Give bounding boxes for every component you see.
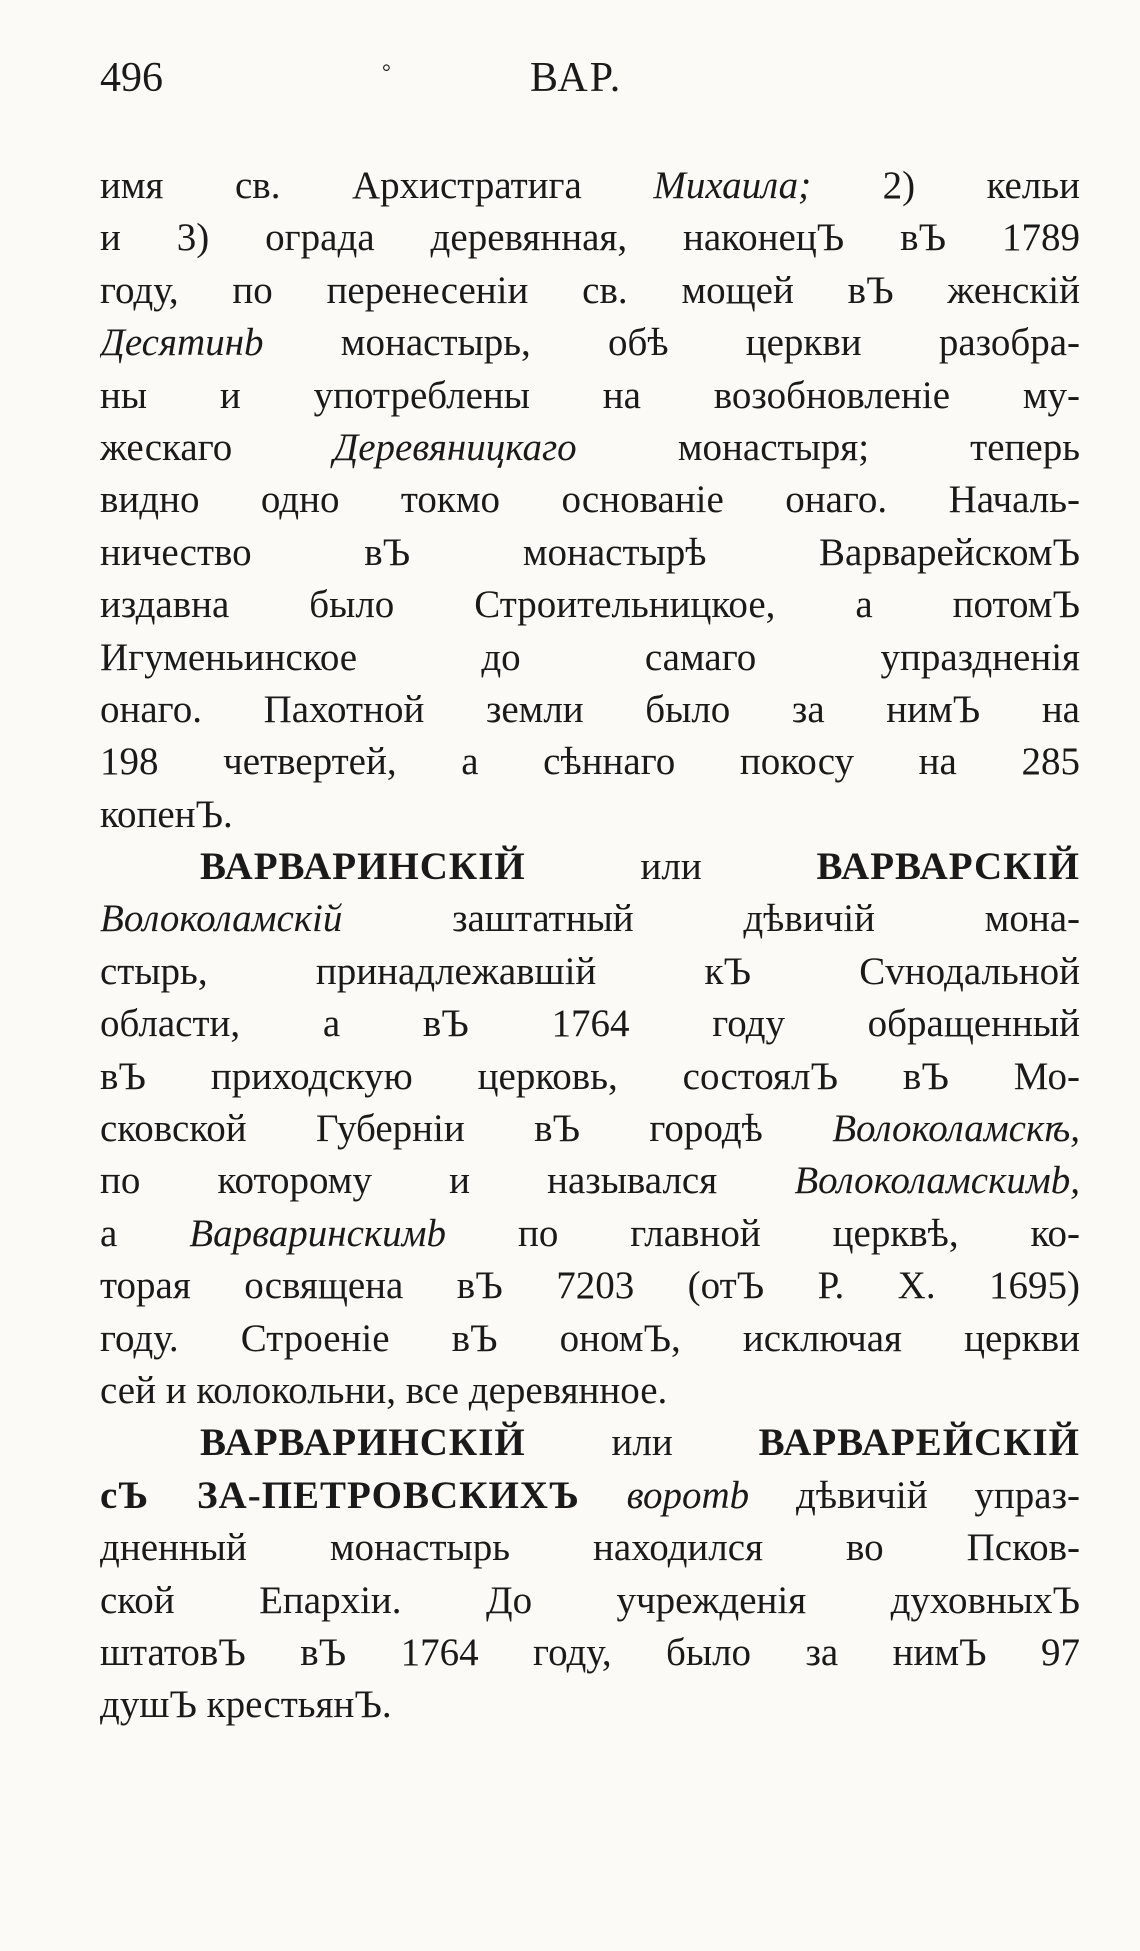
- text-segment: издавна было Строительницкое, а потомЪ: [100, 583, 1080, 627]
- text-segment: [580, 1474, 627, 1517]
- text-segment: душЪ крестьянЪ.: [100, 1683, 392, 1727]
- text-line: [100, 684, 1080, 736]
- text-line: [100, 527, 1080, 579]
- paragraph: [100, 1417, 1080, 1731]
- text-segment: 2) кельи: [811, 164, 1080, 207]
- text-segment: и 3) ограда деревянная, наконецЪ вЪ 1789: [100, 216, 1080, 260]
- paragraph: [100, 841, 1080, 1417]
- paragraph: [100, 160, 1080, 841]
- page-header: [100, 48, 1080, 108]
- caps-heading-text: ВАРВАРИНСКІЙ: [200, 845, 526, 889]
- text-line: [100, 893, 1080, 945]
- italic-text: Волоколамскій: [100, 897, 343, 941]
- text-segment: стырь, принадлежавшій кЪ Сvнодальной: [100, 949, 1080, 993]
- caps-heading-text: ВАРВАРСКІЙ: [816, 845, 1080, 889]
- text-line: [100, 736, 1080, 788]
- italic-text: Михаила;: [653, 164, 812, 207]
- text-segment: или: [525, 1421, 759, 1465]
- text-segment: дненный монастырь находился во Псков-: [100, 1526, 1080, 1570]
- text-segment: году, по перенесеніи св. мощей вЪ женскій: [100, 268, 1080, 312]
- caps-heading-text: ВАРВАРЕЙСКІЙ: [758, 1421, 1080, 1465]
- text-line: [100, 1417, 1080, 1469]
- text-line: [100, 998, 1080, 1050]
- text-line: [100, 632, 1080, 684]
- text-segment: а: [100, 1211, 190, 1255]
- text-segment: сей и колокольни, все деревянное.: [100, 1368, 668, 1412]
- text-line: [100, 841, 1080, 893]
- text-segment: видно одно токмо основаніе онаго. Началь-: [100, 478, 1080, 522]
- text-line: [100, 1208, 1080, 1260]
- text-segment: области, а вЪ 1764 году обращенный: [100, 1002, 1080, 1046]
- text-line: [100, 789, 1080, 841]
- italic-text: Волоколамскѣ,: [832, 1107, 1080, 1151]
- italic-text: Варваринскимb: [189, 1211, 447, 1255]
- text-segment: году. Строеніе вЪ ономЪ, исключая церкви: [100, 1316, 1080, 1360]
- text-line: [100, 1313, 1080, 1365]
- text-segment: по главной церквѣ, ко-: [446, 1211, 1080, 1255]
- text-line: [100, 1051, 1080, 1103]
- text-line: [100, 422, 1080, 474]
- text-line: [100, 1627, 1080, 1679]
- text-line: [100, 1260, 1080, 1312]
- text-line: [100, 1365, 1080, 1417]
- text-segment: или: [525, 845, 817, 889]
- text-segment: ничество вЪ монастырѣ ВарварейскомЪ: [100, 530, 1080, 574]
- text-line: [100, 160, 1080, 212]
- text-segment: дѣвичій упраз-: [749, 1473, 1080, 1517]
- text-line: [100, 1103, 1080, 1155]
- text-line: [100, 1470, 1080, 1522]
- text-line: [100, 1155, 1080, 1207]
- page-number: 496: [100, 55, 163, 101]
- text-line: [100, 1679, 1080, 1731]
- header-ornament: °: [382, 59, 391, 84]
- caps-heading-text: ВАРВАРИНСКІЙ: [200, 1421, 526, 1465]
- text-line: [100, 317, 1080, 369]
- text-segment: ны и употреблены на возобновленіе му-: [100, 373, 1080, 417]
- text-segment: имя св. Архистратига: [100, 164, 654, 207]
- text-line: [100, 265, 1080, 317]
- text-line: [100, 474, 1080, 526]
- italic-text: воротb: [626, 1473, 750, 1517]
- text-segment: монастырь, обѣ церкви разобра-: [263, 321, 1080, 365]
- text-line: [100, 212, 1080, 264]
- text-segment: торая освящена вЪ 7203 (отЪ Р. Х. 1695): [100, 1264, 1080, 1308]
- body-text: [100, 160, 1080, 1732]
- caps-heading-text: сЪ ЗА-ПЕТРОВСКИХЪ: [100, 1473, 580, 1517]
- running-head: ВАР.: [530, 55, 623, 101]
- text-line: [100, 370, 1080, 422]
- text-line: [100, 946, 1080, 998]
- text-segment: заштатный дѣвичій мона-: [342, 897, 1080, 941]
- text-line: [100, 579, 1080, 631]
- text-segment: онаго. Пахотной земли было за нимЪ на: [100, 687, 1080, 731]
- text-segment: Игуменьинское до самаго упраздненія: [100, 635, 1080, 679]
- text-segment: копенЪ.: [100, 792, 233, 836]
- text-line: [100, 1522, 1080, 1574]
- text-segment: жескаго: [100, 425, 334, 469]
- text-segment: 198 четвертей, а сѣннаго покосу на 285: [100, 740, 1080, 784]
- text-segment: монастыря; теперь: [576, 425, 1080, 469]
- italic-text: Деревяницкаго: [333, 425, 577, 469]
- text-segment: ской Епархіи. До учрежденія духовныхЪ: [100, 1578, 1080, 1622]
- text-segment: по которому и назывался: [100, 1159, 795, 1203]
- italic-text: Десятинb: [100, 321, 264, 365]
- italic-text: Волоколамскимb,: [794, 1159, 1080, 1203]
- text-segment: вЪ приходскую церковь, состоялЪ вЪ Мо-: [100, 1054, 1080, 1098]
- text-segment: штатовЪ вЪ 1764 году, было за нимЪ 97: [100, 1630, 1080, 1674]
- text-segment: сковской Губерніи вЪ городѣ: [100, 1107, 833, 1151]
- text-line: [100, 1575, 1080, 1627]
